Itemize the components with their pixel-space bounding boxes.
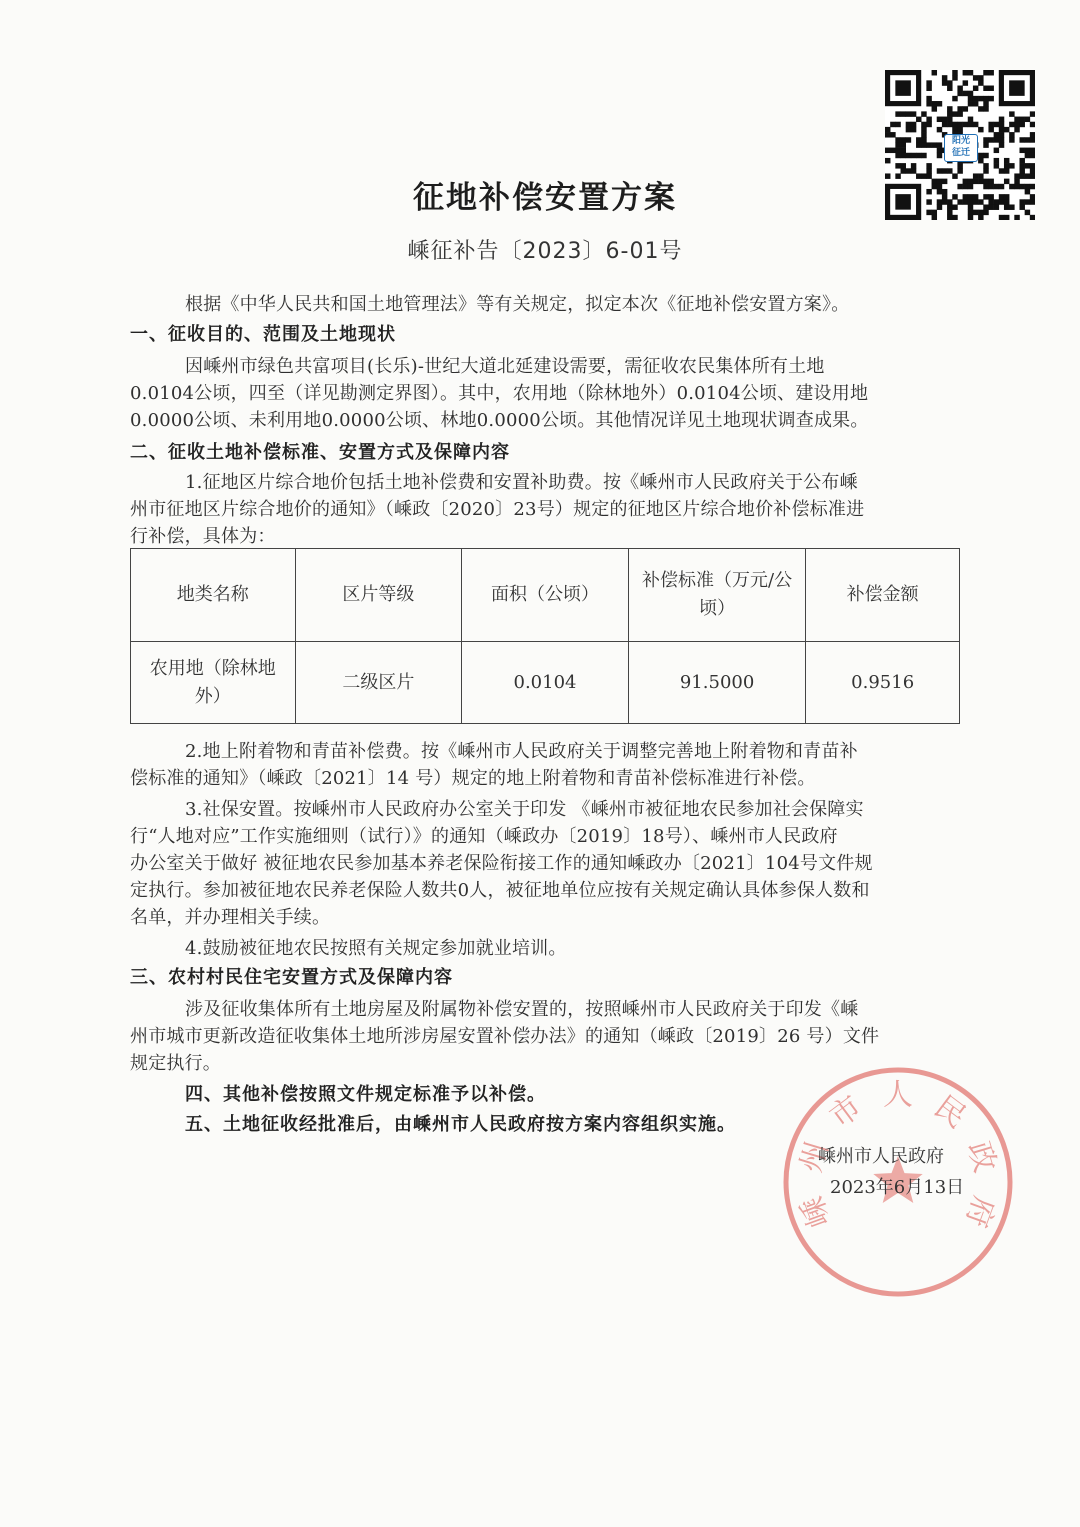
document-number: 嵊征补告〔2023〕6-01号 bbox=[407, 239, 683, 264]
svg-text:府: 府 bbox=[958, 1191, 1002, 1232]
section2-p1-line: 行补偿，具体为： bbox=[130, 526, 276, 547]
section1-heading: 一、征收目的、范围及土地现状 bbox=[130, 324, 396, 345]
table-cell: 0.0104 bbox=[462, 642, 629, 723]
section2-p3-line: 行“人地对应”工作实施细则（试行）》的通知（嵊政办〔2019〕18号）、嵊州市人民政府 bbox=[130, 826, 838, 847]
section3-line: 规定执行。 bbox=[130, 1053, 221, 1074]
section3-heading: 三、农村村民住宅安置方式及保障内容 bbox=[130, 967, 453, 988]
table-cell: 二级区片 bbox=[296, 642, 463, 723]
section2-p3-line: 定执行。参加被征地农民养老保险人数共0人，被征地单位应按有关规定确认具体参保人数和 bbox=[130, 880, 870, 901]
table-cell: 0.9516 bbox=[851, 671, 915, 693]
section1-line: 因嵊州市绿色共富项目(长乐)-世纪大道北延建设需要，需征收农民集体所有土地 bbox=[185, 356, 825, 377]
document-title: 征地补偿安置方案 bbox=[413, 180, 677, 216]
section2-heading: 二、征收土地补偿标准、安置方式及保障内容 bbox=[130, 442, 510, 463]
section3-line: 涉及征收集体所有土地房屋及附属物补偿安置的，按照嵊州市人民政府关于印发《嵊 bbox=[185, 999, 859, 1020]
section2-p3-line: 名单，并办理相关手续。 bbox=[130, 907, 331, 928]
section2-p3-line: 3.社保安置。按嵊州市人民政府办公室关于印发 《嵊州市被征地农民参加社会保障实 bbox=[185, 799, 864, 820]
section2-p3-line: 办公室关于做好 被征地农民参加基本养老保险衔接工作的通知嵊政办〔2021〕104号文件规 bbox=[130, 853, 873, 874]
section5-heading: 五、土地征收经批准后，由嵊州市人民政府按方案内容组织实施。 bbox=[185, 1114, 736, 1135]
table-header-cell: 补偿标准（万元/公顷） bbox=[629, 549, 807, 641]
svg-text:嵊: 嵊 bbox=[794, 1191, 838, 1232]
svg-text:市: 市 bbox=[823, 1089, 869, 1136]
svg-text:民: 民 bbox=[927, 1089, 973, 1136]
qr-badge-line1: 阳光 bbox=[951, 136, 970, 146]
intro-paragraph: 根据《中华人民共和国土地管理法》等有关规定，拟定本次《征地补偿安置方案》。 bbox=[185, 294, 850, 315]
section4-heading: 四、其他补偿按照文件规定标准予以补偿。 bbox=[185, 1084, 546, 1105]
section2-p2-line: 偿标准的通知》（嵊政〔2021〕14 号）规定的地上附着物和青苗补偿标准进行补偿。 bbox=[130, 768, 816, 789]
compensation-table bbox=[130, 548, 960, 724]
section3-line: 州市城市更新改造征收集体土地所涉房屋安置补偿办法》的通知（嵊政〔2019〕26 号）文件 bbox=[130, 1026, 880, 1047]
table-cell: 91.5000 bbox=[629, 642, 807, 723]
table-header-cell: 区片等级 bbox=[296, 549, 463, 641]
svg-text:政: 政 bbox=[960, 1137, 1003, 1177]
table-header-row bbox=[131, 549, 959, 642]
table-header-cell: 面积（公顷） bbox=[462, 549, 629, 641]
qr-badge bbox=[944, 134, 978, 162]
section2-p1-line: 1.征地区片综合地价包括土地补偿费和安置补助费。按《嵊州市人民政府关于公布嵊 bbox=[185, 472, 858, 493]
svg-text:州: 州 bbox=[793, 1137, 836, 1177]
section1-line: 0.0104公顷，四至（详见勘测定界图）。其中，农用地（除林地外）0.0104公顷、建设用地 bbox=[130, 383, 869, 404]
signature-org: 嵊州市人民政府 bbox=[818, 1146, 944, 1167]
section2-p4: 4.鼓励被征地农民按照有关规定参加就业培训。 bbox=[185, 938, 567, 959]
section1-line: 0.0000公顷、未利用地0.0000公顷、林地0.0000公顷。其他情况详见土地现状调查成果。 bbox=[130, 410, 869, 431]
table-row bbox=[131, 642, 959, 723]
svg-text:人: 人 bbox=[883, 1077, 913, 1113]
table-header-cell: 地类名称 bbox=[131, 549, 296, 641]
section2-p2-line: 2.地上附着物和青苗补偿费。按《嵊州市人民政府关于调整完善地上附着物和青苗补 bbox=[185, 741, 858, 762]
table-header-cell: 补偿金额 bbox=[846, 584, 919, 605]
qr-badge-line2: 征迁 bbox=[951, 148, 970, 158]
section2-p1-line: 州市征地区片综合地价的通知》（嵊政〔2020〕23号）规定的征地区片综合地价补偿标准进 bbox=[130, 499, 865, 520]
table-cell: 农用地（除林地外） bbox=[131, 642, 296, 723]
signature-date: 2023年6月13日 bbox=[830, 1177, 965, 1198]
